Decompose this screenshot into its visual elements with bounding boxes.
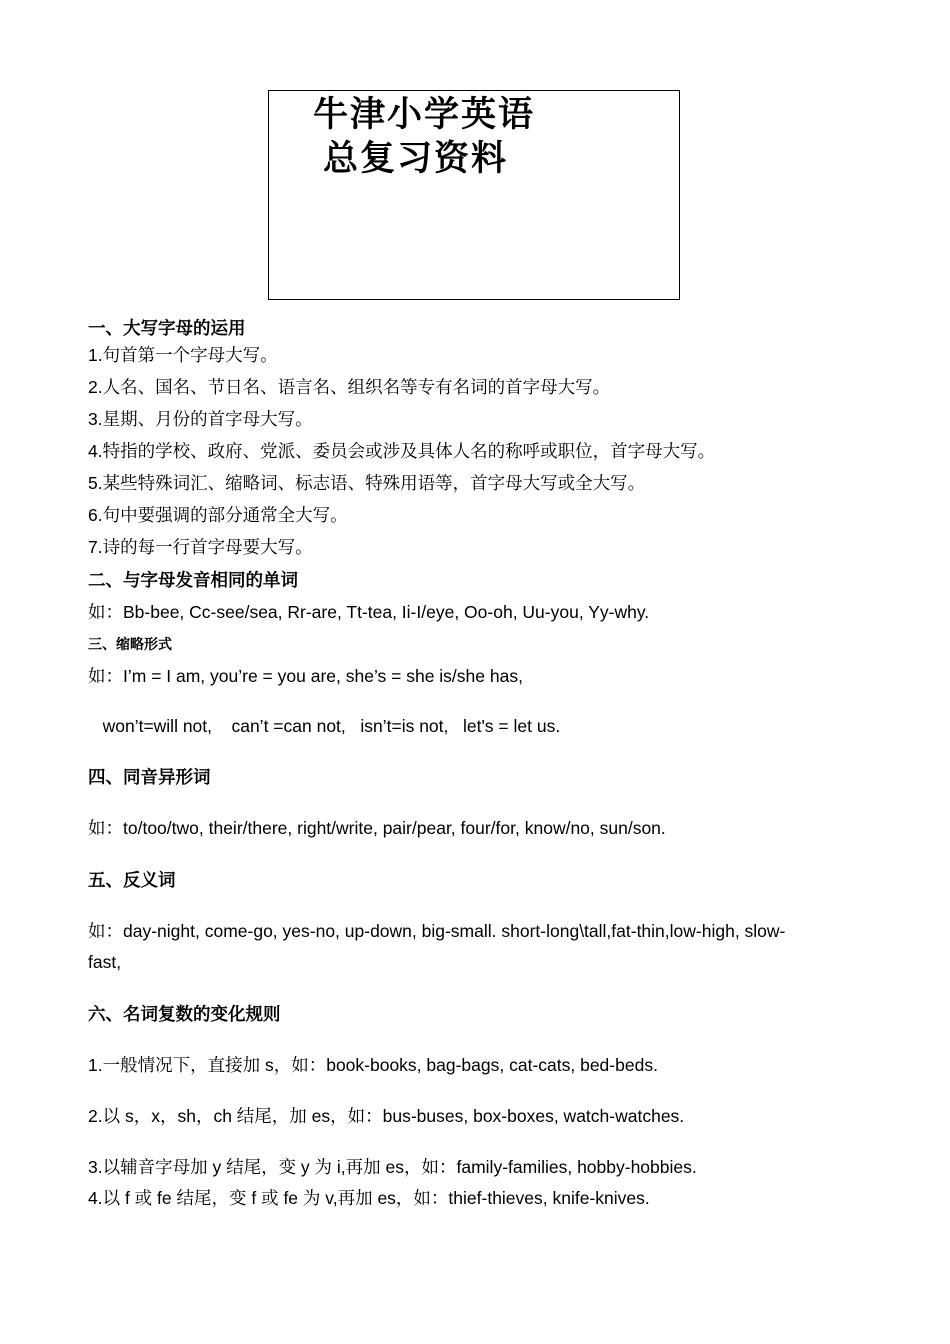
body-line: 4.以 f 或 fe 结尾，变 f 或 fe 为 v,再加 es，如：thief-thieves, knife-knives. — [88, 1188, 650, 1208]
body-line: 如：Bb-bee, Cc-see/sea, Rr-are, Tt-tea, Ii-I/eye, Oo-oh, Uu-you, Yy-why. — [88, 602, 650, 622]
body-line: 3.星期、月份的首字母大写。 — [88, 409, 313, 429]
body-line: won’t=will not, can’t =can not, isn’t=is not, let's = let us. — [88, 716, 561, 736]
body-line: fast, — [88, 952, 122, 972]
title-box — [268, 90, 680, 300]
body-line: 6.句中要强调的部分通常全大写。 — [88, 505, 348, 525]
section-heading-capitalization: 一、大写字母的运用 — [88, 318, 246, 338]
body-line: 5.某些特殊词汇、缩略词、标志语、特殊用语等，首字母大写或全大写。 — [88, 473, 646, 493]
body-line: 如：I’m = I am, you’re = you are, she’s = she is/she has, — [88, 666, 523, 686]
section-heading-homophones: 四、同音异形词 — [88, 767, 211, 787]
body-line: 3.以辅音字母加 y 结尾，变 y 为 i,再加 es，如：family-families, hobby-hobbies. — [88, 1157, 697, 1177]
body-line: 2.人名、国名、节日名、语言名、组织名等专有名词的首字母大写。 — [88, 377, 611, 397]
title-line-2: 总复习资料 — [323, 138, 509, 179]
body-line: 7.诗的每一行首字母要大写。 — [88, 537, 313, 557]
section-heading-plurals: 六、名词复数的变化规则 — [88, 1004, 281, 1024]
body-line: 2.以 s，x，sh，ch 结尾，加 es，如：bus-buses, box-boxes, watch-watches. — [88, 1106, 685, 1126]
body-line: 4.特指的学校、政府、党派、委员会或涉及具体人名的称呼或职位，首字母大写。 — [88, 441, 716, 461]
section-heading-letter-words: 二、与字母发音相同的单词 — [88, 570, 298, 590]
body-line: 如：to/too/two, their/there, right/write, pair/pear, four/for, know/no, sun/son. — [88, 818, 666, 838]
title-line-1: 牛津小学英语 — [313, 94, 536, 135]
section-heading-contractions: 三、缩略形式 — [88, 636, 172, 652]
section-heading-antonyms: 五、反义词 — [88, 870, 176, 890]
body-line: 如：day-night, come-go, yes-no, up-down, big-small. short-long\tall,fat-thin,low-high, slow- — [88, 921, 786, 941]
body-line: 1.一般情况下，直接加 s，如：book-books, bag-bags, cat-cats, bed-beds. — [88, 1055, 658, 1075]
body-line: 1.句首第一个字母大写。 — [88, 345, 278, 365]
